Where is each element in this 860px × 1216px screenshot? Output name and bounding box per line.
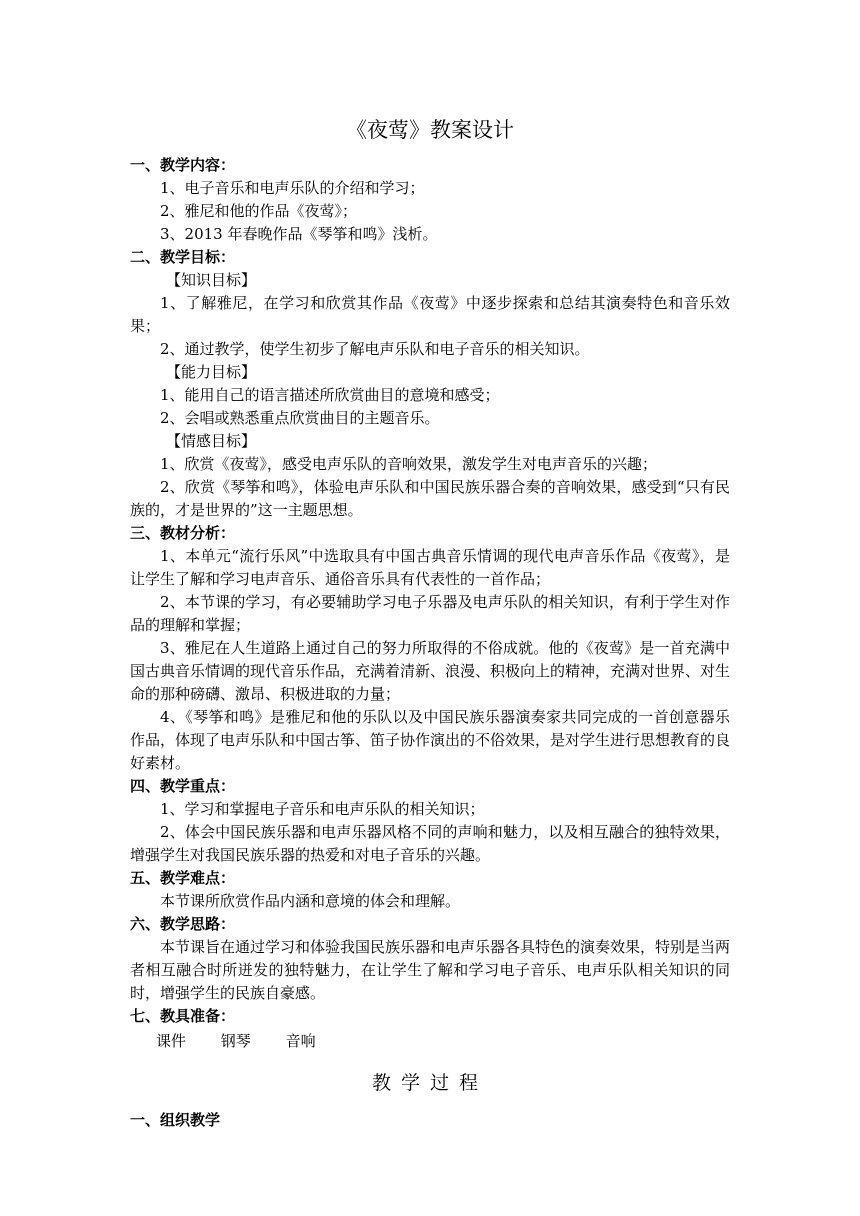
section-heading-key-points: 四、教学重点： — [130, 777, 236, 795]
section-heading-difficulties: 五、教学难点： — [130, 869, 236, 887]
ability-goal-label: 【能力目标】 — [166, 363, 257, 381]
section-heading-analysis: 三、教材分析： — [130, 524, 236, 542]
tool-item: 钢琴 — [220, 1032, 251, 1050]
content-item: 3、2013 年春晚作品《琴筝和鸣》浅析。 — [160, 225, 438, 243]
process-title: 教学过程 — [371, 1072, 488, 1094]
emotion-goal-item: 2、欣赏《琴筝和鸣》，体验电声乐队和中国民族乐器合奏的音响效果，感受到“只有民族的，才是世界的”这一主题思想。 — [130, 478, 730, 519]
process-heading-organize: 一、组织教学 — [130, 1111, 221, 1129]
document-page — [130, 112, 730, 1132]
ability-goal-item: 2、会唱或熟悉重点欣赏曲目的主题音乐。 — [160, 409, 440, 427]
ability-goal-item: 1、能用自己的语言描述所欣赏曲目的意境和感受； — [160, 386, 500, 404]
analysis-item: 1、本单元“流行乐风”中选取具有中国古典音乐情调的现代电声音乐作品《夜莺》，是让学生了解和学习电声音乐、通俗音乐具有代表性的一首作品； — [130, 547, 730, 588]
section-heading-tools: 七、教具准备： — [130, 1007, 236, 1025]
key-point-item: 1、学习和掌握电子音乐和电声乐队的相关知识； — [160, 800, 485, 818]
analysis-item: 2、本节课的学习，有必要辅助学习电子乐器及电声乐队的相关知识，有利于学生对作品的理解和掌握； — [130, 593, 730, 634]
knowledge-goal-item: 1、了解雅尼，在学习和欣赏其作品《夜莺》中逐步探索和总结其演奏特色和音乐效果； — [130, 294, 730, 335]
difficulty-text: 本节课所欣赏作品内涵和意境的体会和理解。 — [160, 892, 461, 910]
analysis-item: 3、雅尼在人生道路上通过自己的努力所取得的不俗成就。他的《夜莺》是一首充满中国古典音乐情调的现代音乐作品，充满着清新、浪漫、积极向上的精神，充满对世界、对生命的那种磅礴、激昂、积极进取的力量； — [130, 639, 731, 703]
document-title: 《夜莺》教案设计 — [346, 118, 514, 142]
approach-text: 本节课旨在通过学习和体验我国民族乐器和电声乐器各具特色的演奏效果，特别是当两者相互融合时所迸发的独特魅力，在让学生了解和学习电子音乐、电声乐队相关知识的同时，增强学生的民族自豪感。 — [130, 938, 731, 1002]
content-item: 2、雅尼和他的作品《夜莺》； — [160, 202, 358, 220]
tools-list — [130, 1030, 730, 1053]
analysis-item: 4、《琴筝和鸣》是雅尼和他的乐队以及中国民族乐器演奏家共同完成的一首创意器乐作品，体现了电声乐队和中国古筝、笛子协作演出的不俗效果，是对学生进行思想教育的良好素材。 — [130, 708, 731, 772]
emotion-goal-item: 1、欣赏《夜莺》，感受电声乐队的音响效果，激发学生对电声音乐的兴趣； — [160, 455, 658, 473]
section-heading-approach: 六、教学思路： — [130, 915, 236, 933]
knowledge-goal-item: 2、通过教学，使学生初步了解电声乐队和电子音乐的相关知识。 — [160, 340, 590, 358]
tool-item: 音响 — [285, 1032, 316, 1050]
section-heading-content: 一、教学内容： — [130, 156, 236, 174]
emotion-goal-label: 【情感目标】 — [166, 432, 257, 450]
content-item: 1、电子音乐和电声乐队的介绍和学习； — [160, 179, 425, 197]
key-point-item: 2、体会中国民族乐器和电声乐器风格不同的声响和魅力，以及相互融合的独特效果，增强学生对我国民族乐器的热爱和对电子音乐的兴趣。 — [130, 823, 730, 864]
tool-item: 课件 — [156, 1032, 187, 1050]
knowledge-goal-label: 【知识目标】 — [166, 271, 257, 289]
section-heading-goals: 二、教学目标： — [130, 248, 236, 266]
